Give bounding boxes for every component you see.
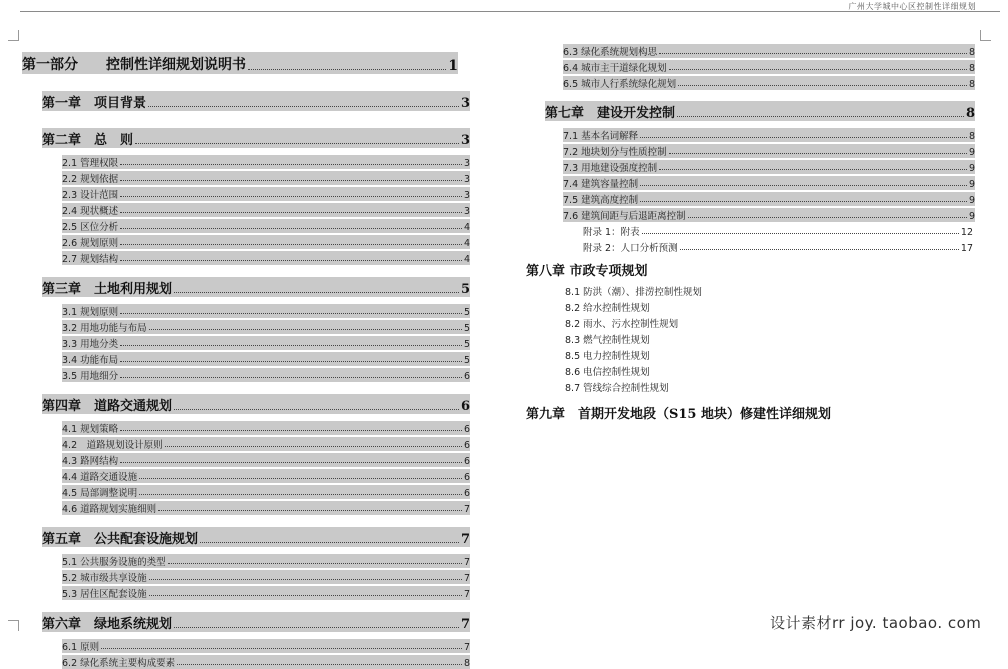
toc-entry-page: 6 bbox=[463, 440, 470, 451]
chapter-9-title: 第九章 首期开发地段（S15 地块）修建性详细规划 bbox=[526, 407, 832, 422]
toc-entry-page: 6 bbox=[463, 456, 470, 467]
toc-entry-title: 第一部分 控制性详细规划说明书 bbox=[22, 57, 246, 73]
dot-leader bbox=[120, 313, 462, 314]
toc-entry-sec[interactable] bbox=[62, 251, 470, 265]
dot-leader bbox=[174, 627, 459, 628]
toc-entry-title: 6.5 城市人行系统绿化规划 bbox=[563, 79, 677, 90]
toc-entry-title: 7.6 建筑间距与后退距离控制 bbox=[563, 211, 686, 222]
toc-entry-page: 7 bbox=[463, 589, 470, 600]
dot-leader bbox=[120, 345, 462, 346]
dot-leader bbox=[200, 542, 459, 543]
crop-mark bbox=[980, 30, 991, 41]
toc-entry-sec[interactable] bbox=[62, 320, 470, 334]
toc-entry-page: 3 bbox=[463, 158, 470, 169]
dot-leader bbox=[640, 137, 967, 138]
toc-entry-title: 第七章 建设开发控制 bbox=[545, 106, 676, 121]
dot-leader bbox=[680, 249, 959, 250]
dot-leader bbox=[659, 53, 967, 54]
toc-entry-page: 5 bbox=[460, 282, 470, 297]
toc-entry-page: 9 bbox=[968, 211, 975, 222]
toc-entry-page: 6 bbox=[463, 424, 470, 435]
toc-entry-sec[interactable] bbox=[62, 219, 470, 233]
toc-entry-sec[interactable] bbox=[62, 421, 470, 435]
dot-leader bbox=[669, 153, 967, 154]
toc-entry-sec[interactable] bbox=[563, 76, 975, 90]
toc-entry-page: 3 bbox=[463, 190, 470, 201]
toc-entry-title: 7.4 建筑容量控制 bbox=[563, 179, 639, 190]
toc-entry-page: 4 bbox=[463, 254, 470, 265]
dot-leader bbox=[640, 185, 967, 186]
dot-leader bbox=[248, 69, 446, 70]
toc-entry-sec[interactable] bbox=[62, 437, 470, 451]
toc-entry-sec[interactable] bbox=[62, 304, 470, 318]
toc-entry-title: 第四章 道路交通规划 bbox=[42, 399, 173, 414]
toc-entry-title: 3.2 用地功能与布局 bbox=[62, 323, 147, 334]
chapter-8-item[interactable]: 8.6 电信控制性规划 bbox=[565, 367, 650, 378]
dot-leader bbox=[120, 196, 462, 197]
toc-entry-page: 7 bbox=[463, 642, 470, 653]
dot-leader bbox=[120, 180, 462, 181]
toc-entry-page: 7 bbox=[460, 532, 470, 547]
toc-entry-page: 6 bbox=[463, 472, 470, 483]
toc-entry-page: 5 bbox=[463, 323, 470, 334]
chapter-8-item[interactable]: 8.1 防洪（潮）、排涝控制性规划 bbox=[565, 287, 702, 298]
toc-entry-sec[interactable] bbox=[563, 60, 975, 74]
dot-leader bbox=[168, 563, 462, 564]
toc-entry-sec[interactable] bbox=[563, 192, 975, 206]
toc-entry-title: 3.5 用地细分 bbox=[62, 371, 119, 382]
toc-entry-title: 4.2 道路规划设计原则 bbox=[62, 440, 163, 451]
toc-entry-page: 5 bbox=[463, 307, 470, 318]
toc-entry-sec[interactable] bbox=[62, 155, 470, 169]
toc-entry-page: 6 bbox=[463, 371, 470, 382]
toc-entry-title: 2.7 规划结构 bbox=[62, 254, 119, 265]
toc-entry-title: 附录 2：人口分析预测 bbox=[583, 243, 678, 254]
toc-entry-title: 3.1 规划原则 bbox=[62, 307, 119, 318]
dot-leader bbox=[120, 430, 462, 431]
dot-leader bbox=[120, 244, 462, 245]
toc-entry-chap[interactable] bbox=[42, 527, 470, 547]
dot-leader bbox=[149, 329, 462, 330]
toc-entry-page: 8 bbox=[463, 658, 470, 669]
dot-leader bbox=[148, 106, 459, 107]
toc-entry-page: 4 bbox=[463, 222, 470, 233]
toc-entry-sec[interactable] bbox=[62, 203, 470, 217]
dot-leader bbox=[120, 377, 462, 378]
toc-entry-sec[interactable] bbox=[62, 639, 470, 653]
toc-entry-part[interactable] bbox=[22, 52, 458, 74]
toc-entry-title: 第一章 项目背景 bbox=[42, 96, 147, 111]
chapter-8-item[interactable]: 8.2 雨水、污水控制性规划 bbox=[565, 319, 679, 330]
toc-entry-title: 4.1 规划策略 bbox=[62, 424, 119, 435]
toc-entry-sec[interactable] bbox=[62, 554, 470, 568]
toc-entry-sec[interactable] bbox=[62, 570, 470, 584]
toc-entry-title: 6.4 城市主干道绿化规划 bbox=[563, 63, 667, 74]
dot-leader bbox=[149, 579, 462, 580]
dot-leader bbox=[669, 69, 967, 70]
dot-leader bbox=[139, 478, 462, 479]
dot-leader bbox=[120, 260, 462, 261]
toc-entry-sec[interactable] bbox=[62, 453, 470, 467]
toc-entry-page: 9 bbox=[968, 147, 975, 158]
dot-leader bbox=[120, 164, 462, 165]
toc-entry-title: 2.1 管理权限 bbox=[62, 158, 119, 169]
toc-entry-app[interactable] bbox=[583, 224, 973, 238]
dot-leader bbox=[174, 292, 459, 293]
toc-entry-title: 7.1 基本名词解释 bbox=[563, 131, 639, 142]
toc-entry-title: 附录 1：附表 bbox=[583, 227, 640, 238]
toc-entry-title: 2.5 区位分析 bbox=[62, 222, 119, 233]
toc-entry-page: 8 bbox=[968, 63, 975, 74]
toc-entry-sec[interactable] bbox=[563, 44, 975, 58]
toc-entry-page: 7 bbox=[460, 617, 470, 632]
crop-mark bbox=[8, 30, 19, 41]
toc-entry-page: 8 bbox=[965, 106, 975, 121]
toc-entry-page: 9 bbox=[968, 163, 975, 174]
dot-leader bbox=[177, 664, 462, 665]
toc-entry-title: 第五章 公共配套设施规划 bbox=[42, 532, 199, 547]
chapter-8-item[interactable]: 8.5 电力控制性规划 bbox=[565, 351, 650, 362]
toc-entry-page: 9 bbox=[968, 195, 975, 206]
toc-entry-title: 4.5 局部调整说明 bbox=[62, 488, 138, 499]
toc-entry-sec[interactable] bbox=[62, 171, 470, 185]
dot-leader bbox=[135, 143, 459, 144]
toc-entry-sec[interactable] bbox=[62, 368, 470, 382]
toc-entry-title: 5.1 公共服务设施的类型 bbox=[62, 557, 166, 568]
dot-leader bbox=[659, 169, 967, 170]
dot-leader bbox=[640, 201, 967, 202]
toc-entry-title: 第六章 绿地系统规划 bbox=[42, 617, 173, 632]
toc-entry-page: 1 bbox=[448, 58, 458, 74]
dot-leader bbox=[149, 595, 462, 596]
toc-entry-title: 4.3 路网结构 bbox=[62, 456, 119, 467]
toc-entry-page: 9 bbox=[968, 179, 975, 190]
toc-entry-sec[interactable] bbox=[62, 655, 470, 669]
toc-entry-sec[interactable] bbox=[62, 501, 470, 515]
toc-entry-title: 6.1 原则 bbox=[62, 642, 100, 653]
toc-entry-app[interactable] bbox=[583, 240, 973, 254]
toc-entry-title: 第二章 总 则 bbox=[42, 133, 134, 148]
toc-entry-title: 6.3 绿化系统规划构思 bbox=[563, 47, 658, 58]
toc-entry-page: 17 bbox=[960, 243, 973, 254]
dot-leader bbox=[120, 462, 462, 463]
toc-entry-title: 4.6 道路规划实施细则 bbox=[62, 504, 157, 515]
toc-entry-chap[interactable] bbox=[545, 101, 975, 121]
toc-entry-title: 3.3 用地分类 bbox=[62, 339, 119, 350]
toc-entry-page: 6 bbox=[463, 488, 470, 499]
toc-entry-page: 5 bbox=[463, 339, 470, 350]
toc-entry-page: 12 bbox=[960, 227, 973, 238]
toc-entry-page: 8 bbox=[968, 47, 975, 58]
toc-entry-sec[interactable] bbox=[563, 128, 975, 142]
running-header: 广州大学城中心区控制性详细规划 bbox=[848, 2, 976, 11]
toc-entry-title: 2.3 设计范围 bbox=[62, 190, 119, 201]
toc-entry-chap[interactable] bbox=[42, 128, 470, 148]
toc-entry-page: 3 bbox=[463, 206, 470, 217]
dot-leader bbox=[158, 510, 462, 511]
toc-entry-title: 6.2 绿化系统主要构成要素 bbox=[62, 658, 176, 669]
toc-entry-title: 2.6 规划原则 bbox=[62, 238, 119, 249]
toc-entry-sec[interactable] bbox=[62, 336, 470, 350]
toc-entry-sec[interactable] bbox=[62, 469, 470, 483]
toc-entry-page: 7 bbox=[463, 573, 470, 584]
dot-leader bbox=[120, 228, 462, 229]
dot-leader bbox=[174, 409, 459, 410]
toc-entry-page: 8 bbox=[968, 79, 975, 90]
toc-entry-title: 7.2 地块划分与性质控制 bbox=[563, 147, 667, 158]
toc-entry-sec[interactable] bbox=[563, 144, 975, 158]
toc-entry-title: 第三章 土地利用规划 bbox=[42, 282, 173, 297]
toc-entry-sec[interactable] bbox=[563, 160, 975, 174]
toc-entry-chap[interactable] bbox=[42, 612, 470, 632]
chapter-8-item[interactable]: 8.3 燃气控制性规划 bbox=[565, 335, 650, 346]
toc-entry-sec[interactable] bbox=[563, 176, 975, 190]
toc-entry-title: 2.2 规划依据 bbox=[62, 174, 119, 185]
dot-leader bbox=[120, 212, 462, 213]
dot-leader bbox=[120, 361, 462, 362]
chapter-8-title: 第八章 市政专项规划 bbox=[526, 264, 648, 279]
chapter-8-item[interactable]: 8.7 管线综合控制性规划 bbox=[565, 383, 669, 394]
dot-leader bbox=[678, 85, 967, 86]
toc-entry-title: 2.4 现状概述 bbox=[62, 206, 119, 217]
dot-leader bbox=[101, 648, 462, 649]
dot-leader bbox=[677, 116, 964, 117]
toc-entry-page: 3 bbox=[460, 96, 470, 111]
dot-leader bbox=[139, 494, 462, 495]
toc-entry-chap[interactable] bbox=[42, 277, 470, 297]
toc-entry-sec[interactable] bbox=[62, 485, 470, 499]
toc-entry-page: 7 bbox=[463, 557, 470, 568]
dot-leader bbox=[165, 446, 462, 447]
toc-entry-chap[interactable] bbox=[42, 91, 470, 111]
toc-entry-page: 6 bbox=[460, 399, 470, 414]
toc-entry-page: 5 bbox=[463, 355, 470, 366]
toc-entry-sec[interactable] bbox=[62, 187, 470, 201]
toc-entry-sec[interactable] bbox=[563, 208, 975, 222]
toc-entry-title: 3.4 功能布局 bbox=[62, 355, 119, 366]
dot-leader bbox=[688, 217, 967, 218]
toc-entry-chap[interactable] bbox=[42, 394, 470, 414]
watermark: 设计素材rr joy. taobao. com bbox=[770, 614, 982, 632]
toc-entry-page: 7 bbox=[463, 504, 470, 515]
dot-leader bbox=[642, 233, 959, 234]
toc-entry-title: 7.3 用地建设强度控制 bbox=[563, 163, 658, 174]
toc-entry-title: 5.2 城市级共享设施 bbox=[62, 573, 147, 584]
toc-entry-page: 4 bbox=[463, 238, 470, 249]
toc-entry-title: 5.3 居住区配套设施 bbox=[62, 589, 147, 600]
toc-entry-page: 3 bbox=[463, 174, 470, 185]
crop-mark bbox=[8, 620, 19, 631]
toc-entry-page: 8 bbox=[968, 131, 975, 142]
toc-entry-title: 4.4 道路交通设施 bbox=[62, 472, 138, 483]
toc-entry-sec[interactable] bbox=[62, 352, 470, 366]
toc-entry-sec[interactable] bbox=[62, 586, 470, 600]
toc-entry-page: 3 bbox=[460, 133, 470, 148]
toc-entry-title: 7.5 建筑高度控制 bbox=[563, 195, 639, 206]
toc-entry-sec[interactable] bbox=[62, 235, 470, 249]
chapter-8-item[interactable]: 8.2 给水控制性规划 bbox=[565, 303, 650, 314]
